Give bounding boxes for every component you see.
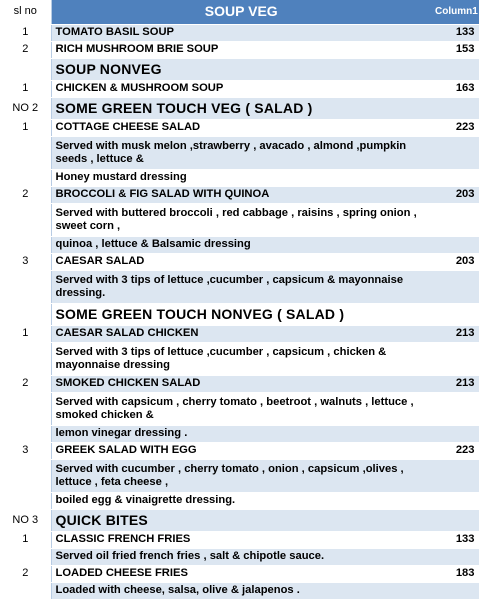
serial-number: NO 2 xyxy=(0,97,51,119)
serial-number xyxy=(0,303,51,325)
description-row xyxy=(0,425,479,442)
category-title: SOUP VEG xyxy=(51,0,431,24)
section-heading-row xyxy=(0,58,479,80)
item-name: BROCCOLI & FIG SALAD WITH QUINOA xyxy=(51,186,431,203)
item-name: CAESAR SALAD CHICKEN xyxy=(51,325,431,342)
item-description: Loaded with cheese, salsa, olive & jalapenos . xyxy=(51,582,431,599)
menu-item-row xyxy=(0,253,479,270)
menu-item-row xyxy=(0,80,479,97)
menu-item-row xyxy=(0,24,479,41)
price-column-header: Column1 xyxy=(431,0,479,24)
serial-number xyxy=(0,492,51,509)
item-description: quinoa , lettuce & Balsamic dressing xyxy=(51,236,431,253)
item-description: Served with musk melon ,strawberry , avacado , almond ,pumpkin seeds , lettuce & xyxy=(51,136,431,169)
serial-number xyxy=(0,236,51,253)
item-description: Served oil fried french fries , salt & chipotle sauce. xyxy=(51,548,431,565)
sl-no-header: sl no xyxy=(0,0,51,24)
menu-item-row xyxy=(0,186,479,203)
description-row xyxy=(0,582,479,599)
item-price xyxy=(431,270,479,303)
section-heading-row xyxy=(0,509,479,531)
menu-item-row xyxy=(0,565,479,582)
serial-number: NO 3 xyxy=(0,509,51,531)
item-price xyxy=(431,342,479,375)
serial-number: 2 xyxy=(0,186,51,203)
item-price xyxy=(431,425,479,442)
serial-number: 3 xyxy=(0,253,51,270)
menu-item-row xyxy=(0,41,479,58)
item-name: CAESAR SALAD xyxy=(51,253,431,270)
item-price xyxy=(431,97,479,119)
section-title: QUICK BITES xyxy=(51,509,431,531)
item-name: CLASSIC FRENCH FRIES xyxy=(51,531,431,548)
section-title: SOME GREEN TOUCH VEG ( SALAD ) xyxy=(51,97,431,119)
description-row xyxy=(0,270,479,303)
item-description: boiled egg & vinaigrette dressing. xyxy=(51,492,431,509)
description-row xyxy=(0,342,479,375)
menu-item-row xyxy=(0,119,479,136)
serial-number xyxy=(0,203,51,236)
item-price xyxy=(431,169,479,186)
item-price xyxy=(431,136,479,169)
item-price: 213 xyxy=(431,325,479,342)
serial-number xyxy=(0,58,51,80)
item-price xyxy=(431,236,479,253)
item-price: 153 xyxy=(431,41,479,58)
item-name: RICH MUSHROOM BRIE SOUP xyxy=(51,41,431,58)
item-price xyxy=(431,303,479,325)
serial-number: 2 xyxy=(0,565,51,582)
item-price xyxy=(431,203,479,236)
serial-number xyxy=(0,342,51,375)
item-price: 203 xyxy=(431,253,479,270)
menu-item-row xyxy=(0,375,479,392)
description-row xyxy=(0,459,479,492)
item-name: GREEK SALAD WITH EGG xyxy=(51,442,431,459)
menu-body xyxy=(0,24,479,599)
description-row xyxy=(0,203,479,236)
description-row xyxy=(0,136,479,169)
serial-number xyxy=(0,270,51,303)
item-price: 213 xyxy=(431,375,479,392)
item-price xyxy=(431,459,479,492)
section-heading-row xyxy=(0,97,479,119)
item-name: CHICKEN & MUSHROOM SOUP xyxy=(51,80,431,97)
item-price: 223 xyxy=(431,119,479,136)
item-price xyxy=(431,548,479,565)
serial-number: 2 xyxy=(0,41,51,58)
item-price: 183 xyxy=(431,565,479,582)
item-name: COTTAGE CHEESE SALAD xyxy=(51,119,431,136)
item-price xyxy=(431,492,479,509)
item-price: 223 xyxy=(431,442,479,459)
item-description: Honey mustard dressing xyxy=(51,169,431,186)
serial-number: 1 xyxy=(0,80,51,97)
serial-number xyxy=(0,582,51,599)
item-price: 133 xyxy=(431,24,479,41)
section-title: SOME GREEN TOUCH NONVEG ( SALAD ) xyxy=(51,303,431,325)
serial-number: 1 xyxy=(0,531,51,548)
description-row xyxy=(0,392,479,425)
item-name: LOADED CHEESE FRIES xyxy=(51,565,431,582)
item-description: Served with buttered broccoli , red cabbage , raisins , spring onion , sweet corn , xyxy=(51,203,431,236)
section-heading-row xyxy=(0,303,479,325)
item-name: TOMATO BASIL SOUP xyxy=(51,24,431,41)
serial-number xyxy=(0,425,51,442)
description-row xyxy=(0,169,479,186)
serial-number: 3 xyxy=(0,442,51,459)
serial-number: 1 xyxy=(0,119,51,136)
serial-number: 2 xyxy=(0,375,51,392)
serial-number: 1 xyxy=(0,325,51,342)
serial-number xyxy=(0,459,51,492)
item-price xyxy=(431,509,479,531)
header-row xyxy=(0,0,479,24)
menu-item-row xyxy=(0,442,479,459)
serial-number: 1 xyxy=(0,24,51,41)
description-row xyxy=(0,548,479,565)
serial-number xyxy=(0,392,51,425)
item-price xyxy=(431,392,479,425)
description-row xyxy=(0,236,479,253)
item-price xyxy=(431,58,479,80)
item-description: Served with cucumber , cherry tomato , onion , capsicum ,olives , lettuce , feta cheese , xyxy=(51,459,431,492)
serial-number xyxy=(0,136,51,169)
item-price xyxy=(431,582,479,599)
item-description: Served with 3 tips of lettuce ,cucumber , capsicum & mayonnaise dressing. xyxy=(51,270,431,303)
item-price: 133 xyxy=(431,531,479,548)
item-price: 203 xyxy=(431,186,479,203)
item-description: Served with 3 tips of lettuce ,cucumber , capsicum , chicken & mayonnaise dressing xyxy=(51,342,431,375)
description-row xyxy=(0,492,479,509)
serial-number xyxy=(0,548,51,565)
item-description: Served with capsicum , cherry tomato , beetroot , walnuts , lettuce , smoked chicken & xyxy=(51,392,431,425)
section-title: SOUP NONVEG xyxy=(51,58,431,80)
serial-number xyxy=(0,169,51,186)
menu-item-row xyxy=(0,531,479,548)
menu-item-row xyxy=(0,325,479,342)
item-name: SMOKED CHICKEN SALAD xyxy=(51,375,431,392)
item-price: 163 xyxy=(431,80,479,97)
item-description: lemon vinegar dressing . xyxy=(51,425,431,442)
